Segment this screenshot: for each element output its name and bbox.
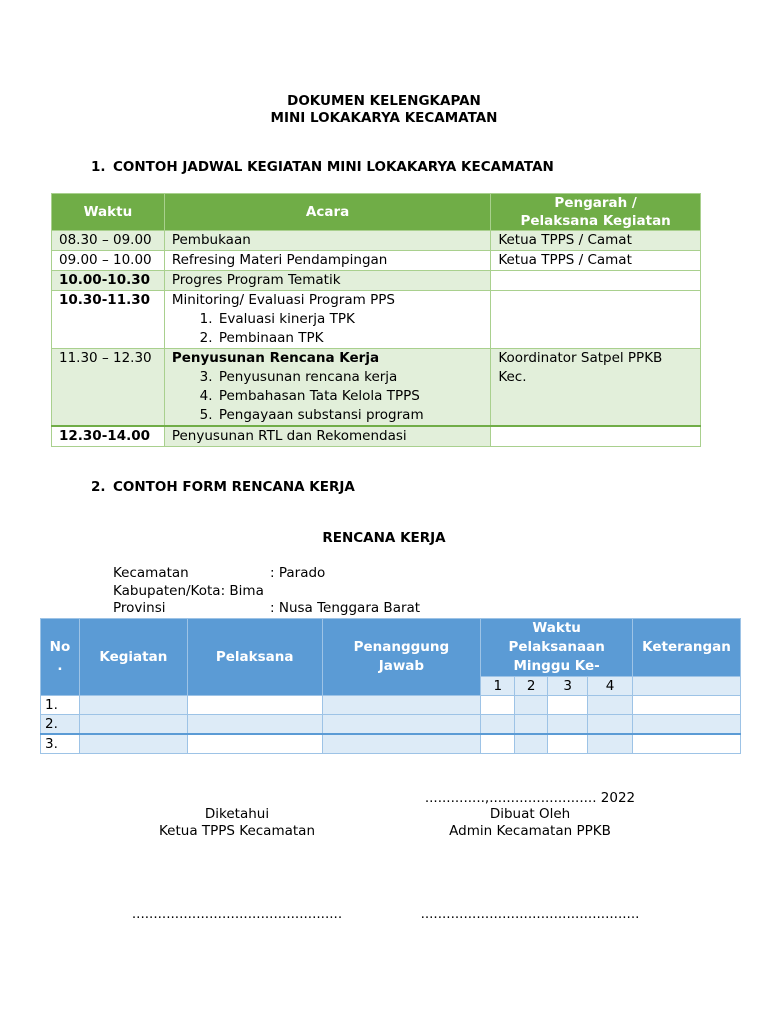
row-waktu: 08.30 – 09.00 bbox=[52, 231, 165, 251]
table-row bbox=[41, 715, 741, 735]
subitem-list bbox=[172, 368, 483, 425]
row-week3-cell[interactable] bbox=[548, 715, 588, 735]
kecamatan-label: Kecamatan bbox=[113, 565, 189, 581]
section2-heading bbox=[91, 479, 355, 495]
schedule-header-row bbox=[52, 194, 701, 231]
table-row bbox=[52, 231, 701, 251]
list-item: 5. Pengayaan substansi program bbox=[217, 406, 483, 425]
list-item: 4. Pembahasan Tata Kelola TPPS bbox=[217, 387, 483, 406]
row-pelaksana: Ketua TPPS / Camat bbox=[491, 251, 701, 271]
row-week4-cell[interactable] bbox=[588, 734, 633, 754]
header-pengarah bbox=[491, 194, 701, 231]
signature-right bbox=[400, 806, 660, 840]
form-info bbox=[113, 565, 513, 618]
row-no: 1. bbox=[41, 696, 80, 715]
document-title-line2: MINI LOKAKARYA KECAMATAN bbox=[270, 110, 498, 126]
table-row bbox=[52, 349, 701, 427]
row-week1-cell[interactable] bbox=[481, 696, 515, 715]
table-row bbox=[41, 734, 741, 754]
header-pengarah-line1: Pengarah / bbox=[554, 195, 637, 211]
row-week1-cell[interactable] bbox=[481, 734, 515, 754]
row-waktu: 12.30-14.00 bbox=[52, 426, 165, 447]
row-pelaksana bbox=[491, 271, 701, 291]
subitem-list bbox=[172, 310, 483, 348]
list-item: 1. Evaluasi kinerja TPK bbox=[217, 310, 483, 329]
row-pelaksana bbox=[491, 291, 701, 349]
header-no bbox=[41, 619, 80, 696]
header-no-line2: . bbox=[57, 658, 63, 674]
row-pelaksana bbox=[491, 426, 701, 447]
date-line: ..............,......................... 2022 bbox=[424, 790, 636, 806]
row-acara-title: Penyusunan Rencana Kerja bbox=[171, 350, 380, 366]
row-waktu: 10.30-11.30 bbox=[52, 291, 165, 349]
kabupaten-value: : Bima bbox=[220, 582, 264, 599]
kecamatan-value: : Parado bbox=[270, 565, 326, 581]
header-week-3: 3 bbox=[548, 677, 588, 696]
kabupaten-line bbox=[113, 583, 513, 601]
header-penanggung-jawab bbox=[322, 619, 481, 696]
row-waktu: 11.30 – 12.30 bbox=[52, 349, 165, 427]
rk-header-row bbox=[41, 619, 741, 677]
header-waktu-line1: Waktu bbox=[532, 620, 581, 636]
row-week2-cell[interactable] bbox=[515, 696, 548, 715]
row-waktu: 09.00 – 10.00 bbox=[52, 251, 165, 271]
header-week-4: 4 bbox=[588, 677, 633, 696]
table-row bbox=[52, 426, 701, 447]
row-week2-cell[interactable] bbox=[515, 734, 548, 754]
row-week1-cell[interactable] bbox=[481, 715, 515, 735]
list-item: 3. Penyusunan rencana kerja bbox=[217, 368, 483, 387]
row-kegiatan-cell[interactable] bbox=[79, 734, 187, 754]
signature-right-dots: ................................................... bbox=[420, 906, 640, 922]
table-row bbox=[52, 271, 701, 291]
row-penanggung-cell[interactable] bbox=[322, 696, 481, 715]
row-no: 3. bbox=[41, 734, 80, 754]
kabupaten-label: Kabupaten/Kota bbox=[113, 582, 221, 599]
signature-right-line2: Admin Kecamatan PPKB bbox=[449, 823, 611, 839]
table-row bbox=[41, 696, 741, 715]
header-penanggung-line1: Penanggung bbox=[353, 639, 450, 655]
form-title: RENCANA KERJA bbox=[322, 530, 446, 546]
row-waktu: 10.00-10.30 bbox=[52, 271, 165, 291]
list-item: 2. Pembinaan TPK bbox=[217, 329, 483, 348]
row-keterangan-cell[interactable] bbox=[633, 734, 741, 754]
table-row bbox=[52, 251, 701, 271]
row-week2-cell[interactable] bbox=[515, 715, 548, 735]
row-week4-cell[interactable] bbox=[588, 696, 633, 715]
row-keterangan-cell[interactable] bbox=[633, 696, 741, 715]
header-week-2: 2 bbox=[515, 677, 548, 696]
row-week3-cell[interactable] bbox=[548, 734, 588, 754]
section2-title: CONTOH FORM RENCANA KERJA bbox=[113, 479, 355, 495]
header-keterangan: Keterangan bbox=[633, 619, 741, 677]
header-keterangan-sub bbox=[633, 677, 741, 696]
header-waktu-pelaksanaan bbox=[481, 619, 633, 677]
row-acara: Progres Program Tematik bbox=[164, 271, 490, 291]
document-title-line1: DOKUMEN KELENGKAPAN bbox=[287, 93, 481, 109]
signature-left bbox=[107, 806, 367, 840]
row-penanggung-cell[interactable] bbox=[322, 734, 481, 754]
signature-left-dots: ................................................. bbox=[131, 906, 343, 922]
rencana-kerja-table bbox=[40, 618, 741, 754]
row-kegiatan-cell[interactable] bbox=[79, 696, 187, 715]
header-no-line1: No bbox=[49, 639, 71, 655]
row-keterangan-cell[interactable] bbox=[633, 715, 741, 735]
kecamatan-line bbox=[113, 565, 513, 583]
row-penanggung-cell[interactable] bbox=[322, 715, 481, 735]
row-acara: Pembukaan bbox=[164, 231, 490, 251]
row-pelaksana: Koordinator Satpel PPKB Kec. bbox=[491, 349, 701, 427]
header-penanggung-line2: Jawab bbox=[378, 658, 425, 674]
header-week-1: 1 bbox=[481, 677, 515, 696]
row-acara bbox=[164, 349, 490, 427]
schedule-table bbox=[51, 193, 701, 447]
provinsi-label: Provinsi bbox=[113, 600, 166, 616]
provinsi-line bbox=[113, 600, 513, 618]
header-pelaksana: Pelaksana bbox=[187, 619, 322, 696]
row-pelaksana-cell[interactable] bbox=[187, 715, 322, 735]
header-acara: Acara bbox=[164, 194, 490, 231]
row-pelaksana: Ketua TPPS / Camat bbox=[491, 231, 701, 251]
row-week4-cell[interactable] bbox=[588, 715, 633, 735]
signature-left-line2: Ketua TPPS Kecamatan bbox=[158, 823, 315, 839]
row-no: 2. bbox=[41, 715, 80, 735]
row-acara: Penyusunan RTL dan Rekomendasi bbox=[164, 426, 490, 447]
header-waktu-line2: Pelaksanaan bbox=[508, 639, 605, 655]
row-kegiatan-cell[interactable] bbox=[79, 715, 187, 735]
signature-right-line1: Dibuat Oleh bbox=[489, 806, 571, 822]
signature-left-line1: Diketahui bbox=[204, 806, 270, 822]
section1-heading bbox=[91, 159, 554, 175]
row-acara: Refresing Materi Pendampingan bbox=[164, 251, 490, 271]
section1-title: CONTOH JADWAL KEGIATAN MINI LOKAKARYA KECAMATAN bbox=[113, 159, 554, 175]
header-kegiatan: Kegiatan bbox=[79, 619, 187, 696]
provinsi-value: : Nusa Tenggara Barat bbox=[270, 600, 421, 616]
header-waktu-line3: Minggu Ke- bbox=[513, 658, 600, 674]
row-pelaksana-cell[interactable] bbox=[187, 734, 322, 754]
row-acara-title: Minitoring/ Evaluasi Program PPS bbox=[171, 292, 395, 308]
row-acara bbox=[164, 291, 490, 349]
row-pelaksana-cell[interactable] bbox=[187, 696, 322, 715]
row-week3-cell[interactable] bbox=[548, 696, 588, 715]
section2-number: 2. bbox=[91, 479, 106, 495]
table-row bbox=[52, 291, 701, 349]
section1-number: 1. bbox=[91, 159, 106, 175]
header-pengarah-line2: Pelaksana Kegiatan bbox=[520, 213, 671, 229]
header-waktu: Waktu bbox=[52, 194, 165, 231]
